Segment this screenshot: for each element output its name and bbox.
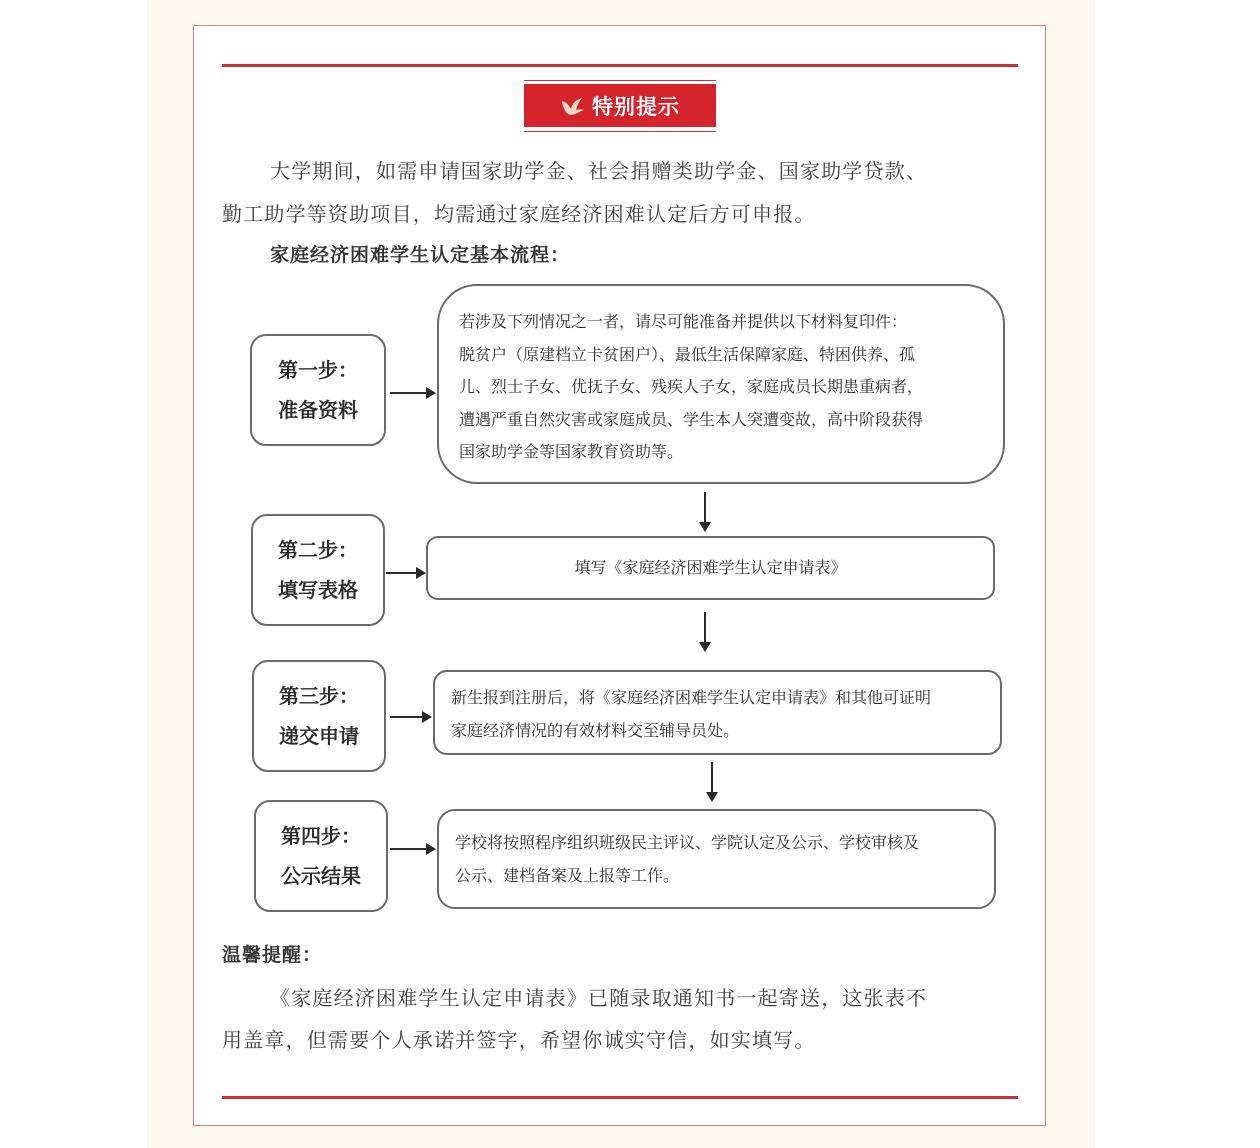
step-3-detail-line: 家庭经济情况的有效材料交至辅导员处。 [451,720,740,740]
step-3-arrow [390,716,430,718]
intro-line-1: 大学期间，如需申请国家助学金、社会捐赠类助学金、国家助学贷款、 [270,159,928,183]
step-2-detail [426,536,995,600]
step-3-name: 递交申请 [279,724,359,748]
reminder-line-2: 用盖章，但需要个人承诺并签字，希望你诚实守信，如实填写。 [222,1028,816,1052]
step-4-box [254,800,388,912]
intro-line-2: 勤工助学等资助项目，均需通过家庭经济困难认定后方可申报。 [222,202,816,226]
step-1-title: 第一步： [278,358,358,382]
special-notice-badge [524,80,716,132]
step-2-arrow [386,572,424,574]
step-1-arrow [390,392,434,394]
badge-bottom-line [524,131,716,132]
step-2-detail-line: 填写《家庭经济困难学生认定申请表》 [574,557,847,577]
step-3-detail [433,670,1002,755]
process-heading: 家庭经济困难学生认定基本流程： [270,244,571,266]
step-4-detail [437,809,996,909]
step-2-box [251,514,385,626]
dove-icon [560,95,586,117]
step-1-detail-line: 儿、烈士子女、优抚子女、残疾人子女，家庭成员长期患重病者， [459,377,924,396]
step-4-detail-line: 学校将按照程序组织班级民主评议、学院认定及公示、学校审核及 [455,833,920,852]
step-2-title: 第二步： [278,538,358,562]
step-4-name: 公示结果 [281,864,361,888]
step-1-box [250,334,386,446]
step-2-down-arrow [704,612,706,650]
step-1-detail-line: 若涉及下列情况之一者，请尽可能准备并提供以下材料复印件： [459,312,908,331]
step-2-name: 填写表格 [278,578,358,602]
step-3-detail-line: 新生报到注册后，将《家庭经济困难学生认定申请表》和其他可证明 [451,688,932,707]
step-4-detail-line: 公示、建档备案及上报等工作。 [455,865,680,885]
reminder-title: 温馨提醒： [222,944,323,966]
step-3-down-arrow [711,762,713,800]
bottom-divider [222,1096,1018,1099]
badge-label: 特别提示 [592,94,680,119]
top-divider [222,64,1018,67]
step-4-title: 第四步： [281,824,361,848]
step-1-detail-line: 脱贫户（原建档立卡贫困户）、最低生活保障家庭、特困供养、孤 [459,344,916,364]
step-1-detail-line: 遭遇严重自然灾害或家庭成员、学生本人突遭变故，高中阶段获得 [459,409,924,429]
step-1-name: 准备资料 [278,398,358,422]
step-1-down-arrow [704,492,706,530]
reminder-line-1: 《家庭经济困难学生认定申请表》已随录取通知书一起寄送，这张表不 [270,986,928,1010]
badge-body [524,84,716,127]
step-1-detail [437,284,1005,484]
step-3-box [252,660,386,772]
step-1-detail-line: 国家助学金等国家教育资助等。 [459,442,684,461]
step-3-title: 第三步： [279,684,359,708]
step-4-arrow [390,848,434,850]
badge-top-line [524,80,716,81]
